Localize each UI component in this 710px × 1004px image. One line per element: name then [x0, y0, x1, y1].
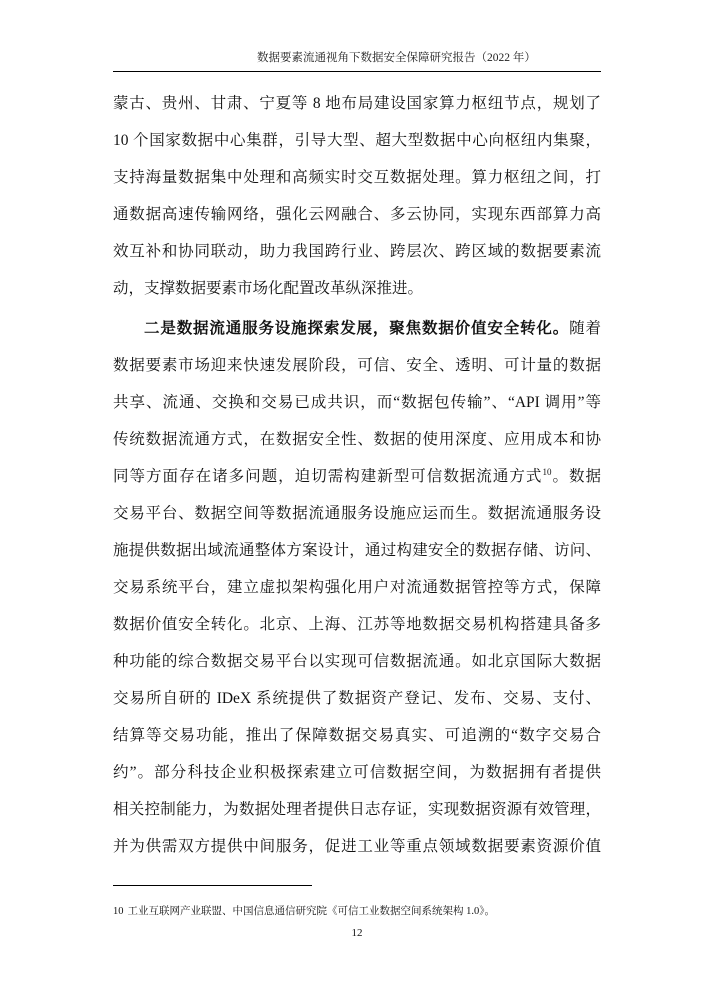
body-line	[113, 458, 601, 495]
body-line: 交易所自研的 IDeX 系统提供了数据资产登记、发布、交易、支付、	[113, 690, 601, 707]
body-line: 交易系统平台，建立虚拟架构强化用户对流通数据管控等方式，保障	[113, 579, 601, 596]
body-line: 数据要素市场迎来快速发展阶段，可信、安全、透明、可计量的数据	[113, 357, 601, 374]
body-line: 共享、流通、交换和交易已成共识，而“数据包传输”、“API 调用”等	[113, 394, 601, 411]
body-line: 10 个国家数据中心集群，引导大型、超大型数据中心向枢纽内集聚，	[113, 132, 601, 149]
body-line: 蒙古、贵州、甘肃、宁夏等 8 地布局建设国家算力枢纽节点，规划了	[113, 95, 601, 112]
footnote-rule	[113, 885, 312, 886]
body-line: 交易平台、数据空间等数据流通服务设施应运而生。数据流通服务设	[113, 505, 601, 522]
body-line: 施提供数据出域流通整体方案设计，通过构建安全的数据存储、访问、	[113, 542, 601, 559]
body-line	[113, 310, 601, 347]
header-rule	[113, 71, 601, 72]
body-line: 支持海量数据集中处理和高频实时交互数据处理。算力枢纽之间，打	[113, 169, 601, 186]
page-number: 12	[351, 927, 363, 939]
body-line-text: 。数据	[551, 468, 601, 485]
body-line-text: 同等方面存在诸多问题，迫切需构建新型可信数据流通方式	[113, 468, 543, 485]
body-line: 约”。部分科技企业积极探索建立可信数据空间，为数据拥有者提供	[113, 764, 601, 781]
footnote-ref: 10	[542, 466, 552, 477]
lead-sentence: 二是数据流通服务设施探索发展，聚焦数据价值安全转化。	[144, 320, 570, 337]
body-line: 结算等交易功能，推出了保障数据交易真实、可追溯的“数字交易合	[113, 727, 601, 744]
body-line: 并为供需双方提供中间服务，促进工业等重点领域数据要素资源价值	[113, 838, 601, 855]
body-line: 效互补和协同联动，助力我国跨行业、跨层次、跨区域的数据要素流	[113, 243, 601, 260]
body-text	[113, 85, 601, 865]
footnote-text: 工业互联网产业联盟、中国信息通信研究院《可信工业数据空间系统架构 1.0》。	[127, 906, 495, 917]
running-header: 数据要素流通视角下数据安全保障研究报告（2022 年）	[257, 52, 536, 64]
body-line: 数据价值安全转化。北京、上海、江苏等地数据交易机构搭建具备多	[113, 616, 601, 633]
body-line: 通数据高速传输网络，强化云网融合、多云协同，实现东西部算力高	[113, 206, 601, 223]
body-line: 传统数据流通方式，在数据安全性、数据的使用深度、应用成本和协	[113, 431, 601, 448]
body-line: 种功能的综合数据交易平台以实现可信数据流通。如北京国际大数据	[113, 653, 601, 670]
footnote	[113, 905, 495, 919]
paragraph	[113, 85, 601, 307]
body-line: 动，支撑数据要素市场化配置改革纵深推进。	[113, 280, 424, 297]
lead-continuation: 随着	[569, 320, 601, 337]
body-line: 相关控制能力，为数据处理者提供日志存证，实现数据资源有效管理，	[113, 801, 601, 818]
footnote-number: 10	[113, 906, 124, 917]
paragraph	[113, 310, 601, 865]
